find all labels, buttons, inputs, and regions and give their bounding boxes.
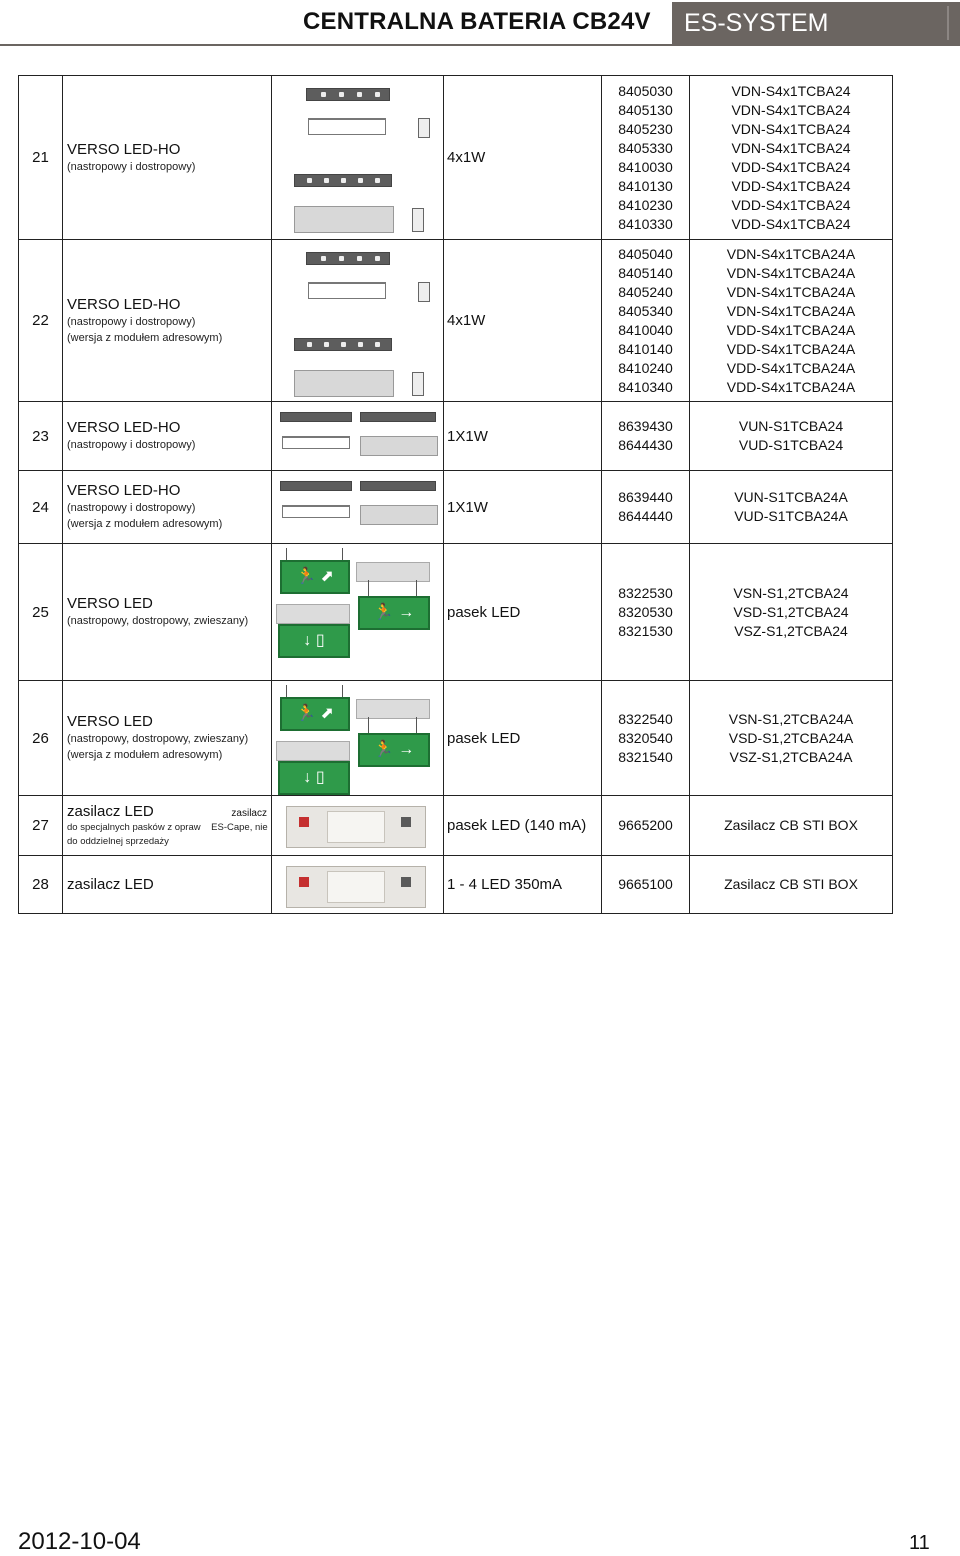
product-subtitle: (nastropowy i dostropowy) [67, 502, 196, 514]
running-man-icon: 🏃 [373, 604, 394, 621]
type-code: VDD-S4x1TCBA24A [726, 359, 856, 376]
luminaire-front-view [294, 370, 394, 397]
catalog-code: 8405040 [618, 245, 673, 262]
catalog-code: 8639440 [618, 489, 673, 505]
sign-housing [356, 562, 430, 582]
power-rating: pasek LED [444, 681, 602, 796]
stairs-icon: ⬈ [320, 568, 334, 585]
catalog-codes [602, 796, 690, 856]
luminaire-bottom-view [360, 481, 436, 491]
table-row [19, 681, 893, 796]
catalog-code: 8410030 [618, 158, 673, 175]
catalog-code: 8405240 [618, 283, 673, 300]
type-codes [690, 471, 893, 544]
product-subtitle: (nastropowy i dostropowy) [67, 439, 196, 451]
type-code: VDN-S4x1TCBA24 [731, 82, 851, 99]
product-name-text: VERSO LED-HO [67, 482, 181, 499]
catalog-codes [602, 240, 690, 402]
table-row [19, 796, 893, 856]
type-code: VDD-S4x1TCBA24A [726, 340, 856, 357]
terminal-block [401, 877, 411, 887]
type-code: VDD-S4x1TCBA24 [731, 177, 851, 194]
type-codes [690, 402, 893, 471]
table-row [19, 402, 893, 471]
product-description [63, 681, 272, 796]
suspension-wire [342, 548, 343, 560]
sign-housing [276, 604, 350, 624]
product-name [67, 482, 271, 500]
product-name [67, 419, 271, 437]
stairs-icon: ⬈ [320, 705, 334, 722]
catalog-code: 8321530 [618, 622, 673, 639]
arrow-right-icon: → [398, 741, 415, 758]
product-drawing [272, 681, 444, 796]
luminaire-front-view [294, 206, 394, 233]
product-description [63, 402, 272, 471]
product-name [67, 713, 271, 731]
catalog-code: 8405130 [618, 101, 673, 118]
catalog-code: 8410230 [618, 196, 673, 213]
suspension-wire [416, 580, 417, 596]
power-rating: 1X1W [444, 471, 602, 544]
header-rule [0, 44, 960, 46]
catalog-code: 8410240 [618, 359, 673, 376]
product-subtitle: (wersja z modułem adresowym) [67, 331, 223, 344]
catalog-code: 8644440 [618, 508, 673, 524]
product-drawing [272, 402, 444, 471]
terminal-block [299, 877, 309, 887]
type-codes [690, 856, 893, 914]
catalog-code: 8405140 [618, 264, 673, 281]
type-codes [690, 240, 893, 402]
type-code: VDN-S4x1TCBA24A [726, 245, 856, 262]
type-codes [690, 681, 893, 796]
type-codes [690, 544, 893, 681]
luminaire-bottom-view [294, 174, 392, 187]
type-code: VDD-S4x1TCBA24A [726, 321, 856, 338]
page-number: 11 [909, 1532, 930, 1554]
product-drawing [272, 240, 444, 402]
power-rating: pasek LED (140 mA) [444, 796, 602, 856]
mounting-clip [418, 282, 430, 302]
product-subtitle: (nastropowy, dostropowy, zwieszany) [67, 615, 249, 627]
product-name-text: VERSO LED [67, 713, 153, 730]
product-table-body [19, 76, 893, 914]
catalog-code: 8405330 [618, 139, 673, 156]
type-code: VDN-S4x1TCBA24A [726, 302, 856, 319]
terminal-block [401, 817, 411, 827]
product-name-text: zasilacz LED [67, 875, 154, 893]
catalog-code: 8410040 [618, 321, 673, 338]
product-name [67, 876, 271, 894]
product-subtitle: do specjalnych pasków z opraw ES-Cape, nie [67, 821, 268, 833]
catalog-code: 8639430 [618, 418, 673, 434]
power-supply-photo [286, 866, 426, 908]
type-code: VDD-S4x1TCBA24 [731, 215, 851, 232]
catalog-code: 8410140 [618, 340, 673, 357]
power-rating: pasek LED [444, 544, 602, 681]
mounting-clip [418, 118, 430, 138]
row-number: 24 [19, 471, 63, 544]
row-number: 26 [19, 681, 63, 796]
row-number: 28 [19, 856, 63, 914]
product-name-note: zasilacz [231, 807, 267, 819]
type-code: VUD-S1TCBA24A [734, 508, 848, 524]
catalog-code: 9665200 [618, 817, 673, 833]
catalog-code: 8410330 [618, 215, 673, 232]
luminaire-side-view [308, 282, 386, 299]
sign-housing [276, 741, 350, 761]
product-name [67, 595, 271, 613]
door-icon: ▯ [315, 632, 325, 649]
product-subtitle: (nastropowy i dostropowy) [67, 160, 196, 173]
power-rating: 4x1W [444, 76, 602, 240]
product-subtitle: (nastropowy, dostropowy, zwieszany) [67, 733, 249, 745]
luminaire-top-view [306, 252, 390, 265]
device-label [327, 811, 385, 843]
type-code: VDD-S4x1TCBA24 [731, 196, 851, 213]
product-subtitle: (wersja z modułem adresowym) [67, 749, 223, 761]
luminaire-top-view [280, 412, 352, 422]
product-subtitle: (nastropowy i dostropowy) [67, 315, 196, 328]
type-code: VSD-S1,2TCBA24 [733, 603, 849, 620]
catalog-code: 8405030 [618, 82, 673, 99]
catalog-codes [602, 471, 690, 544]
suspension-wire [342, 685, 343, 697]
document-title: CENTRALNA BATERIA CB24V [303, 8, 651, 35]
table-row [19, 856, 893, 914]
luminaire-top-view [306, 88, 390, 101]
suspension-wire [368, 717, 369, 733]
table-row [19, 544, 893, 681]
luminaire-front-view [360, 436, 438, 456]
product-drawing [272, 76, 444, 240]
exit-sign-down [278, 761, 350, 795]
type-codes [690, 76, 893, 240]
type-code: VDD-S4x1TCBA24A [726, 378, 856, 395]
luminaire-top-view [280, 481, 352, 491]
product-description [63, 796, 272, 856]
type-code: VUN-S1TCBA24 [738, 418, 844, 434]
terminal-block [299, 817, 309, 827]
exit-sign-right [358, 733, 430, 767]
table-row [19, 471, 893, 544]
product-drawing [272, 544, 444, 681]
running-man-icon: 🏃 [373, 741, 394, 758]
brand-name: ES-SYSTEM [684, 9, 829, 37]
arrow-down-icon: ↓ [303, 769, 312, 786]
suspension-wire [368, 580, 369, 596]
suspension-wire [286, 548, 287, 560]
product-name-text: VERSO LED-HO [67, 140, 181, 158]
type-code: Zasilacz CB STI BOX [724, 876, 858, 892]
row-number: 21 [19, 76, 63, 240]
table-row [19, 240, 893, 402]
catalog-codes [602, 76, 690, 240]
exit-sign-right [358, 596, 430, 630]
type-code: Zasilacz CB STI BOX [724, 817, 858, 833]
brand-banner [672, 2, 960, 44]
brand-separator [947, 6, 949, 40]
luminaire-bottom-view [294, 338, 392, 351]
device-label [327, 871, 385, 903]
catalog-codes [602, 544, 690, 681]
footer-date: 2012-10-04 [18, 1528, 141, 1555]
row-number: 25 [19, 544, 63, 681]
running-man-icon: 🏃 [296, 568, 317, 585]
catalog-code: 8322540 [618, 710, 673, 727]
product-drawing [272, 796, 444, 856]
catalog-code: 8320540 [618, 729, 673, 746]
type-code: VDN-S4x1TCBA24 [731, 101, 851, 118]
catalog-code: 8644430 [618, 437, 673, 453]
table-row [19, 76, 893, 240]
catalog-codes [602, 681, 690, 796]
catalog-code: 8321540 [618, 748, 673, 765]
suspension-wire [416, 717, 417, 733]
product-name [67, 803, 271, 821]
product-description [63, 76, 272, 240]
catalog-codes [602, 402, 690, 471]
product-name-text: VERSO LED-HO [67, 419, 181, 436]
product-name [67, 296, 271, 314]
type-code: VUN-S1TCBA24A [734, 489, 848, 505]
product-name-text: VERSO LED-HO [67, 295, 181, 313]
door-icon: ▯ [315, 769, 325, 786]
running-man-icon: 🏃 [296, 705, 317, 722]
catalog-code: 8320530 [618, 603, 673, 620]
product-description [63, 544, 272, 681]
product-name-text: VERSO LED [67, 595, 153, 612]
type-codes [690, 796, 893, 856]
type-code: VSD-S1,2TCBA24A [728, 729, 854, 746]
exit-sign-down [278, 624, 350, 658]
catalog-code: 8405230 [618, 120, 673, 137]
catalog-code: 8410340 [618, 378, 673, 395]
luminaire-side-view [308, 118, 386, 135]
end-cap [412, 372, 424, 396]
luminaire-side-view [282, 505, 350, 518]
type-code: VSN-S1,2TCBA24A [728, 710, 854, 727]
product-description [63, 240, 272, 402]
type-code: VDD-S4x1TCBA24 [731, 158, 851, 175]
type-code: VSZ-S1,2TCBA24 [734, 622, 848, 639]
luminaire-bottom-view [360, 412, 436, 422]
type-code: VDN-S4x1TCBA24 [731, 120, 851, 137]
row-number: 22 [19, 240, 63, 402]
catalog-code: 8410130 [618, 177, 673, 194]
power-rating: 1X1W [444, 402, 602, 471]
arrow-down-icon: ↓ [303, 632, 312, 649]
exit-sign-stairs [280, 560, 350, 594]
product-name [67, 141, 271, 159]
power-supply-photo [286, 806, 426, 848]
type-code: VDN-S4x1TCBA24 [731, 139, 851, 156]
type-code: VSZ-S1,2TCBA24A [729, 748, 853, 765]
product-subtitle: do oddzielnej sprzedaży [67, 835, 169, 847]
type-code: VDN-S4x1TCBA24A [726, 264, 856, 281]
product-drawing [272, 856, 444, 914]
arrow-right-icon: → [398, 604, 415, 621]
catalog-code: 9665100 [618, 876, 673, 892]
product-drawing [272, 471, 444, 544]
catalog-codes [602, 856, 690, 914]
power-rating: 1 - 4 LED 350mA [444, 856, 602, 914]
product-description [63, 856, 272, 914]
type-code: VDN-S4x1TCBA24A [726, 283, 856, 300]
product-subtitle: (wersja z modułem adresowym) [67, 518, 223, 530]
type-code: VUD-S1TCBA24 [738, 437, 844, 453]
end-cap [412, 208, 424, 232]
type-code: VSN-S1,2TCBA24 [733, 584, 849, 601]
suspension-wire [286, 685, 287, 697]
row-number: 23 [19, 402, 63, 471]
page-header [0, 0, 960, 46]
product-name-text: zasilacz LED [67, 802, 154, 820]
product-table [18, 75, 893, 914]
sign-housing [356, 699, 430, 719]
luminaire-side-view [282, 436, 350, 449]
power-rating: 4x1W [444, 240, 602, 402]
exit-sign-stairs [280, 697, 350, 731]
luminaire-front-view [360, 505, 438, 525]
product-description [63, 471, 272, 544]
row-number: 27 [19, 796, 63, 856]
catalog-code: 8405340 [618, 302, 673, 319]
catalog-code: 8322530 [618, 584, 673, 601]
